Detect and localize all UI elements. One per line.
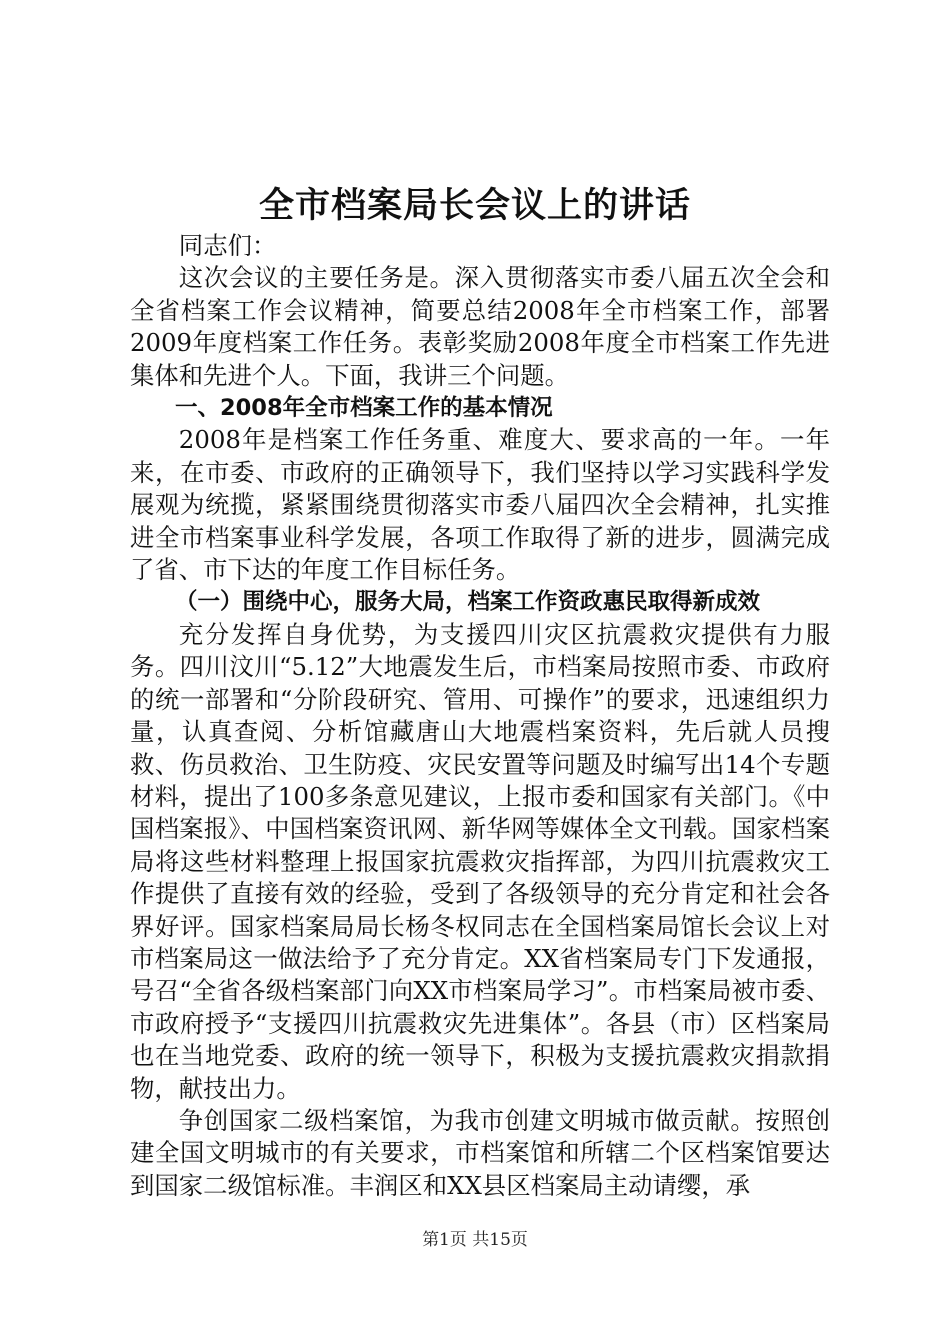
subsection-heading: （一）围绕中心，服务大局，档案工作资政惠民取得新成效 xyxy=(175,589,761,616)
paragraph: 争创国家二级档案馆，为我市创建文明城市做贡献。按照创建全国文明城市的有关要求，市档案馆和所辖二个区档案馆要达到国家二级馆标准。丰润区和XX县区档案局主动请缨，承 xyxy=(130,1105,830,1200)
page-number-footer: 第1页 共15页 xyxy=(422,1230,528,1250)
salutation: 同志们： xyxy=(178,231,277,260)
document-title: 全市档案局长会议上的讲话 xyxy=(258,185,691,226)
paragraph: 充分发挥自身优势，为支援四川灾区抗震救灾提供有力服务。四川汶川“5.12”大地震发生后，市档案局按照市委、市政府的统一部署和“分阶段研究、管用、可操作”的要求，迅速组织力量，认真查阅、分析馆藏唐山大地震档案资料，先后就人员搜救、伤员救治、卫生防疫、灾民安置等问题及时编写出14个专题材料，提出了100多条意见建议，上报市委和国家有关部门。《中国档案报》、中国档案资讯网、新华网等媒体全文刊载。国家档案局将这些材料整理上报国家抗震救灾指挥部，为四川抗震救灾工作提供了直接有效的经验，受到了各级领导的充分肯定和社会各界好评。国家档案局局长杨冬权同志在全国档案局馆长会议上对市档案局这一做法给予了充分肯定。XX省档案局专门下发通报，号召“全省各级档案部门向XX市档案局学习”。市档案局被市委、市政府授予“支援四川抗震救灾先进集体”。各县（市）区档案局也在当地党委、政府的统一领导下，积极为支援抗震救灾捐款捐物，献技出力。 xyxy=(130,619,830,1103)
paragraph: 2008年是档案工作任务重、难度大、要求高的一年。一年来，在市委、市政府的正确领导下，我们坚持以学习实践科学发展观为统揽，紧紧围绕贯彻落实市委八届四次全会精神，扎实推进全市档案事业科学发展，各项工作取得了新的进步，圆满完成了省、市下达的年度工作目标任务。 xyxy=(130,425,830,585)
paragraph: 这次会议的主要任务是。深入贯彻落实市委八届五次全会和全省档案工作会议精神，简要总结2008年全市档案工作，部署2009年度档案工作任务。表彰奖励2008年度全市档案工作先进集体和先进个人。下面，我讲三个问题。 xyxy=(130,263,830,390)
section-heading: 一、2008年全市档案工作的基本情况 xyxy=(175,395,553,422)
document-body xyxy=(130,230,830,1202)
